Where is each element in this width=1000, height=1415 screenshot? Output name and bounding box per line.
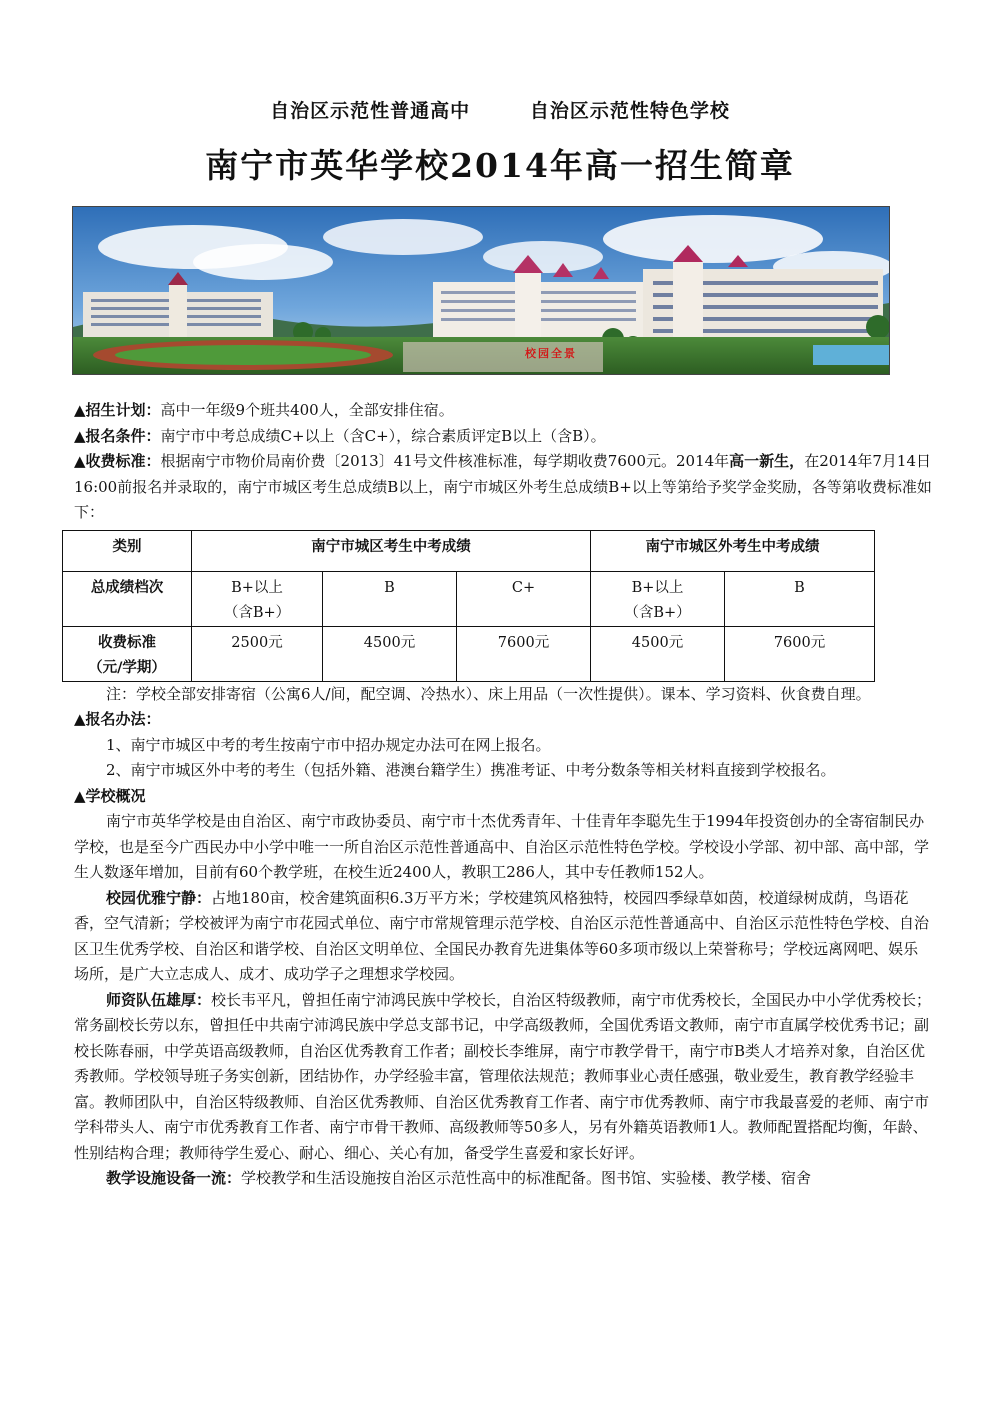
fee-label-line: （元/学期） [88,659,166,676]
table-cell [725,571,875,626]
emphasis-text: 高一新生， [729,452,805,470]
page-title: 南宁市英华学校2014年高一招生简章 [205,146,795,185]
enrollment-plan [74,398,932,424]
campus-panorama-image [72,206,890,375]
grade-note: （含B+） [624,604,691,621]
paragraph-text: 根据南宁市物价局南价费〔2013〕41号文件核准标准，每学期收费7600元。2014年 [160,452,730,470]
paragraph-text: 学校教学和生活设施按自治区示范性高中的标准配备。图书馆、实验楼、教学楼、宿舍 [241,1169,812,1187]
table-cell [457,571,591,626]
fee-label-line: 收费标准 [98,634,156,651]
paragraph-lead: 教学设施设备一流： [106,1169,242,1187]
table-header-cell: 南宁市城区考生中考成绩 [192,530,591,571]
table-row [63,626,875,681]
grade-value: B+以上 [231,579,283,596]
grade-value: B+以上 [631,579,684,596]
paragraph-text: 在2014年7月14日16:00前报名并录取的，南宁市城区考生总成绩B以上，南宁市城区外考生总成绩B+以上等第给予奖学金奖励，各等第收费标准如下： [74,452,932,521]
grade-value: B [794,579,805,596]
table-header-cell: 南宁市城区外考生中考成绩 [591,530,875,571]
campus-panorama-graphic [73,207,889,374]
facilities-paragraph [74,1166,932,1192]
section-heading: ▲报名条件： [74,426,161,445]
signup-item: 2、南宁市城区外中考的考生（包括外籍、港澳台籍学生）携准考证、中考分数条等相关材料直接到学校报名。 [106,761,836,779]
section-heading: ▲招生计划： [74,401,161,419]
section-heading: ▲学校概况 [74,786,146,805]
campus-paragraph [74,886,932,988]
honor-right: 自治区示范性特色学校 [529,100,730,122]
paragraph-lead: 师资队伍雄厚： [106,990,212,1009]
paragraph-text: 高中一年级9个班共400人，全部安排住宿。 [160,401,454,419]
table-header-cell: 类别 [63,530,192,571]
school-honors-subtitle [0,96,1000,123]
fee-note: 注：学校全部安排寄宿（公寓6人/间，配空调、冷热水）、床上用品（一次性提供）。课本、学习资料、伙食费自理。 [106,684,871,703]
brochure-body [74,398,932,1192]
table-cell: 4500元 [591,626,725,681]
table-row-label: 总成绩档次 [63,571,192,626]
application-conditions [74,424,932,450]
table-cell: 2500元 [192,626,323,681]
table-cell: 7600元 [457,626,591,681]
fee-table [62,530,875,682]
section-heading: ▲收费标准： [74,452,161,470]
honor-left: 自治区示范性普通高中 [270,100,471,122]
teachers-paragraph [74,988,932,1167]
table-row [63,571,875,626]
paragraph-text: 校长韦平凡，曾担任南宁沛鸿民族中学校长，自治区特级教师，南宁市优秀校长，全国民办中小学优秀校长；常务副校长劳以东，曾担任中共南宁沛鸿民族中学总支部书记，中学高级教师，全国优秀语文教师，南宁市直属学校优秀书记；副校长陈春丽，中学英语高级教师，自治区优秀教育工作者；副校长李维屏，南宁市教学骨干，南宁市B类人才培养对象，自治区优秀教师。学校领导班子务实创新，团结协作，办学经验丰富，管理依法规范；教师事业心责任感强，敬业爱生，教育教学经验丰富。教师团队中，自治区特级教师、自治区优秀教师、自治区优秀教育工作者、南宁市优秀教师、南宁市我最喜爱的老师、南宁市学科带头人、南宁市优秀教育工作者、南宁市骨干教师、高级教师等50多人，另有外籍英语教师1人。教师配置搭配均衡，年龄、性别结构合理；教师待学生爱心、耐心、细心、关心有加，备受学生喜爱和家长好评。 [74,990,932,1162]
table-cell [323,571,457,626]
table-cell: 4500元 [323,626,457,681]
fee-standard [74,449,932,526]
banner-caption: 校园全景 [525,347,577,360]
table-cell [192,571,323,626]
table-row-label [63,626,192,681]
section-heading: ▲报名办法： [74,710,161,728]
table-cell: 7600元 [725,626,875,681]
paragraph-text: 占地180亩，校舍建筑面积6.3万平方米；学校建筑风格独特，校园四季绿草如茵，校道绿树成荫，鸟语花香，空气清新；学校被评为南宁市花园式单位、南宁市常规管理示范学校、自治区示范性普通高中、自治区示范性特色学校、自治区卫生优秀学校、自治区和谐学校、自治区文明单位、全国民办教育先进集体等60多项市级以上荣誉称号；学校远离网吧、娱乐场所，是广大立志成人、成才、成功学子之理想求学校园。 [74,888,930,983]
grade-note: （含B+） [223,604,291,621]
table-header-row [63,530,875,571]
signup-item: 1、南宁市城区中考的考生按南宁市中招办规定办法可在网上报名。 [106,735,551,754]
paragraph-lead: 校园优雅宁静： [106,888,212,907]
grade-value: B [384,579,395,596]
paragraph-text: 南宁市中考总成绩C+以上（含C+），综合素质评定B以上（含B）。 [160,426,606,445]
grade-value: C+ [511,579,536,596]
table-cell [591,571,725,626]
overview-paragraph: 南宁市英华学校是由自治区、南宁市政协委员、南宁市十杰优秀青年、十佳青年李聪先生于1994年投资创办的全寄宿制民办学校，也是至今广西民办中小学中唯一一所自治区示范性普通高中、自治区示范性特色学校。学校设小学部、初中部、高中部，学生人数逐年增加，目前有60个教学班，在校生近2400人，教职工286人，其中专任教师152人。 [74,812,930,881]
